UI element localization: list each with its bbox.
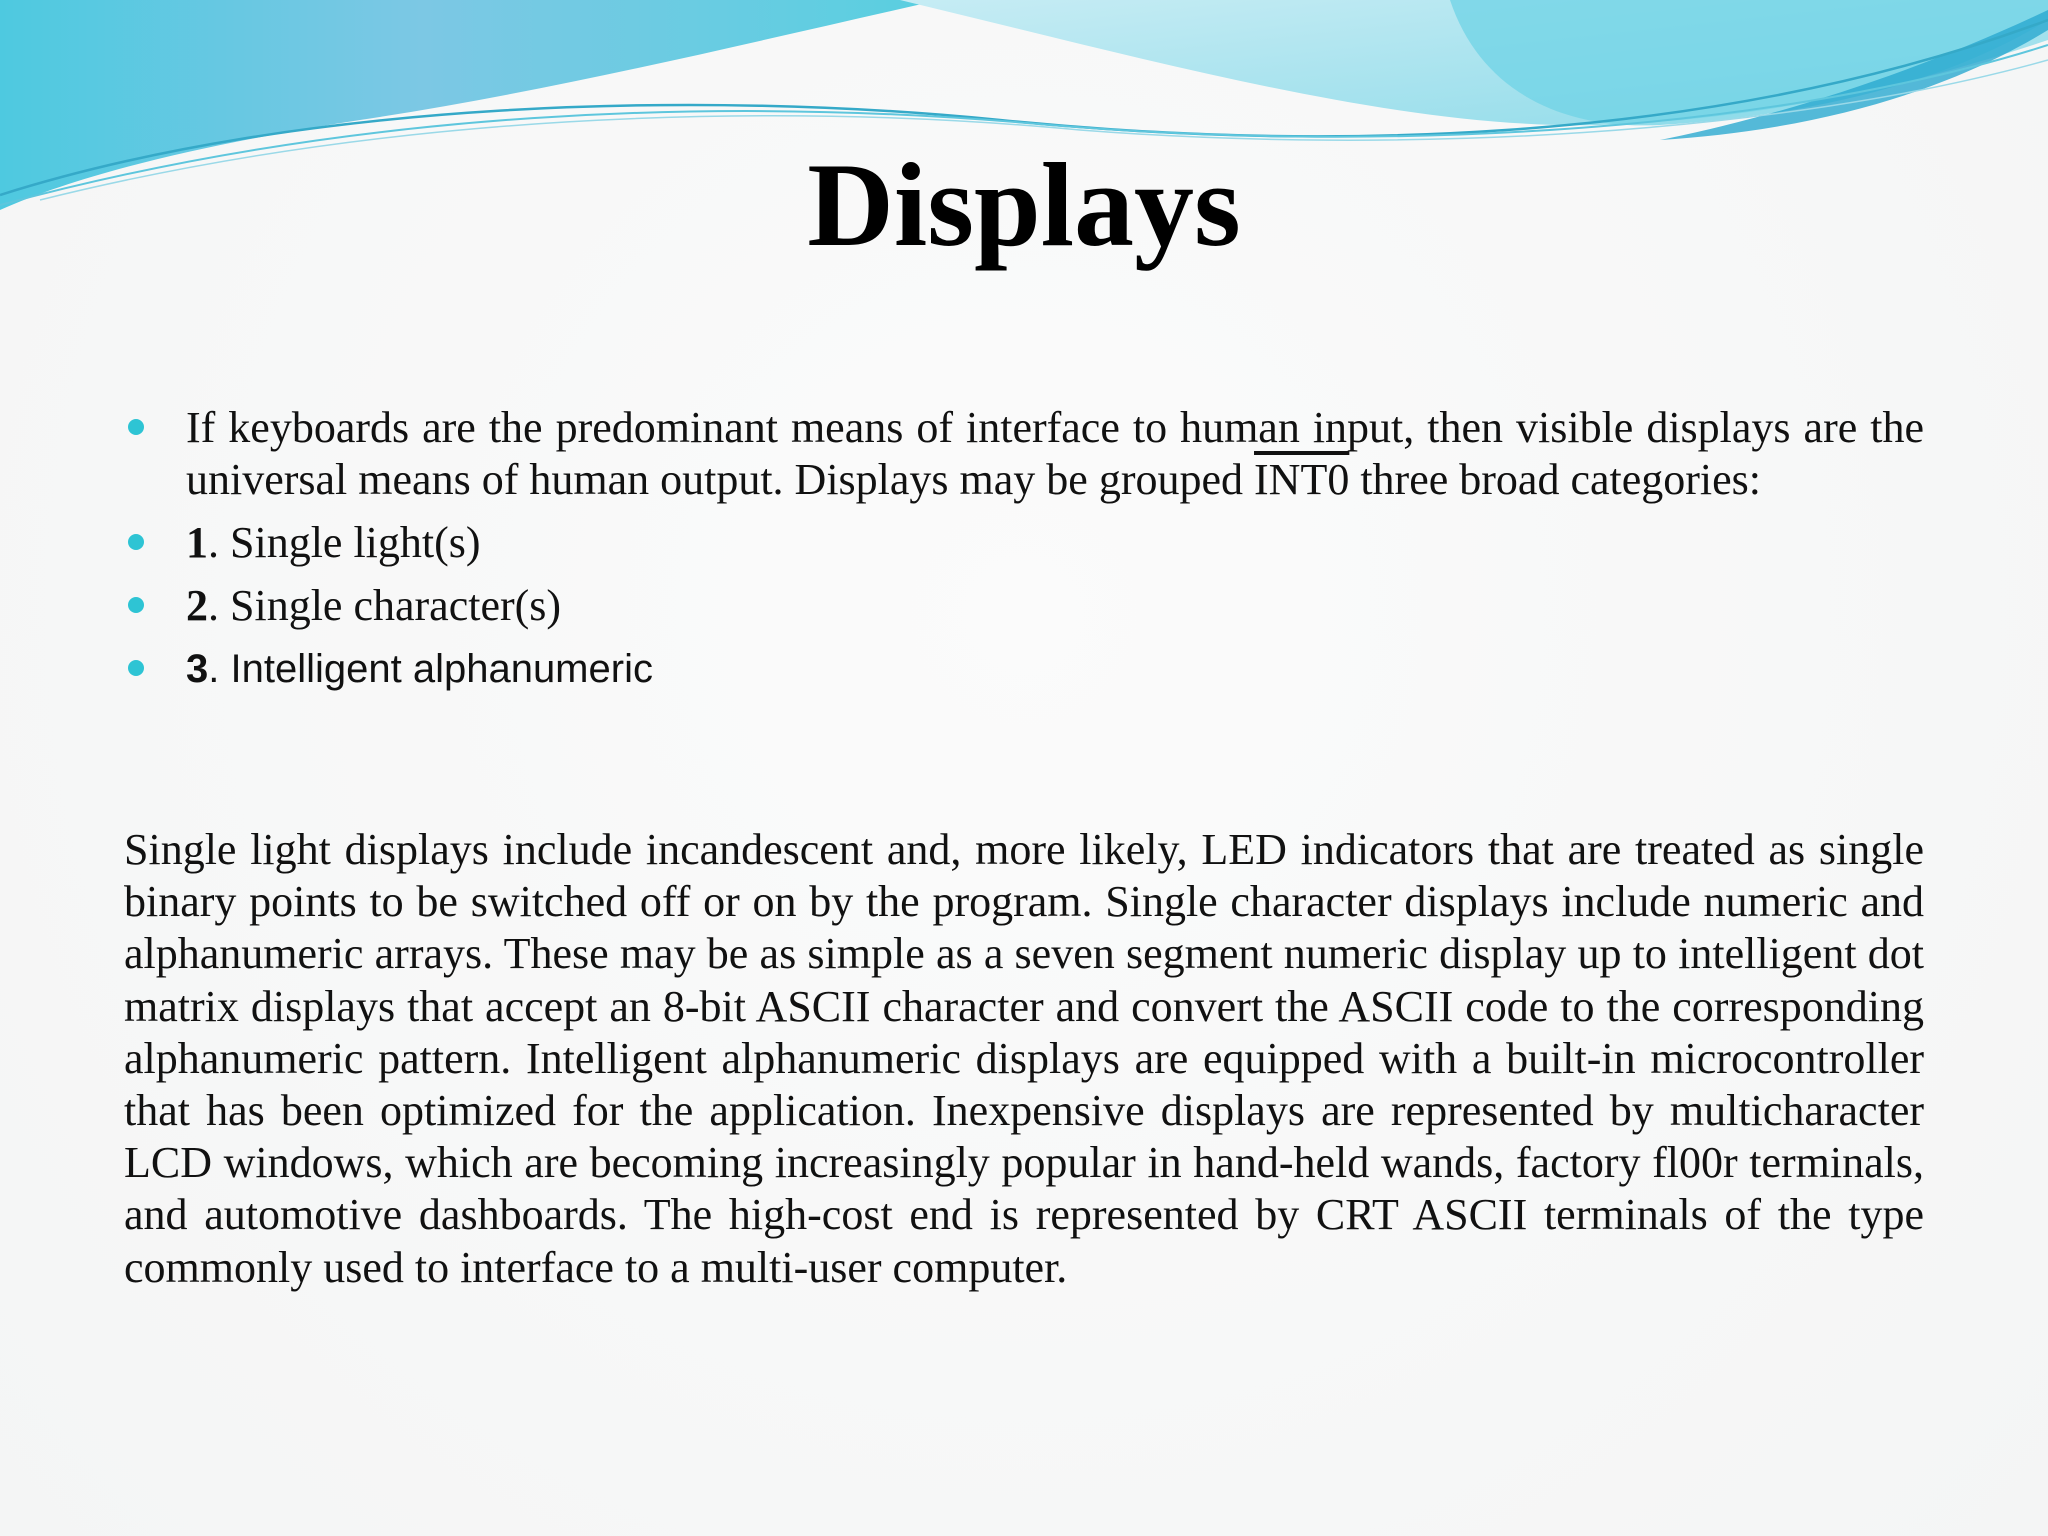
bullet-text: [186, 643, 1924, 695]
list-item: [124, 580, 1924, 632]
body-paragraph: Single light displays include incandescent and, more likely, LED indicators that are treated as single binary points to be switched off or on by the program. Single character displays include numeric and alphanumeric arrays. These may be as simple as a seven segment numeric display up to intelligent dot matrix displays that accept an 8-bit ASCII character and convert the ASCII code to the corresponding alphanumeric pattern. Intelligent alphanumeric displays are equipped with a built-in microcontroller that has been optimized for the application. Inexpensive displays are represented by multicharacter LCD windows, which are becoming increasingly popular in hand-held wands, factory fl00r terminals, and automotive dashboards. The high-cost end is represented by CRT ASCII terminals of the type commonly used to interface to a multi-user computer.: [124, 825, 1924, 1292]
list-item: [124, 402, 1924, 506]
bullet-label: . Single character(s): [208, 581, 562, 630]
bullet-dot-icon: [128, 534, 144, 550]
bullet-dot-icon: [128, 419, 144, 435]
bullet-label: . Single light(s): [208, 518, 481, 567]
slide-title: Displays: [807, 138, 1241, 271]
bullet-text: [186, 580, 1924, 632]
list-item: [124, 643, 1924, 695]
bullet-list: [124, 402, 1924, 706]
bullet-number: 3: [186, 647, 209, 691]
bullet-dot-icon: [128, 597, 144, 613]
overlined-term: INT0: [1254, 455, 1350, 504]
bullet-number: 1: [186, 518, 208, 567]
bullet-label: . Intelligent alphanumeric: [208, 647, 653, 691]
bullet-text: If keyboards are the predominant means of interface to human input, then visible displays are the universal means of human output. Displays may be grouped INT0 three broad categories:: [186, 403, 1924, 504]
bullet-text: [186, 517, 1924, 569]
list-item: [124, 517, 1924, 569]
bullet-dot-icon: [128, 660, 144, 676]
bullet-number: 2: [186, 581, 208, 630]
